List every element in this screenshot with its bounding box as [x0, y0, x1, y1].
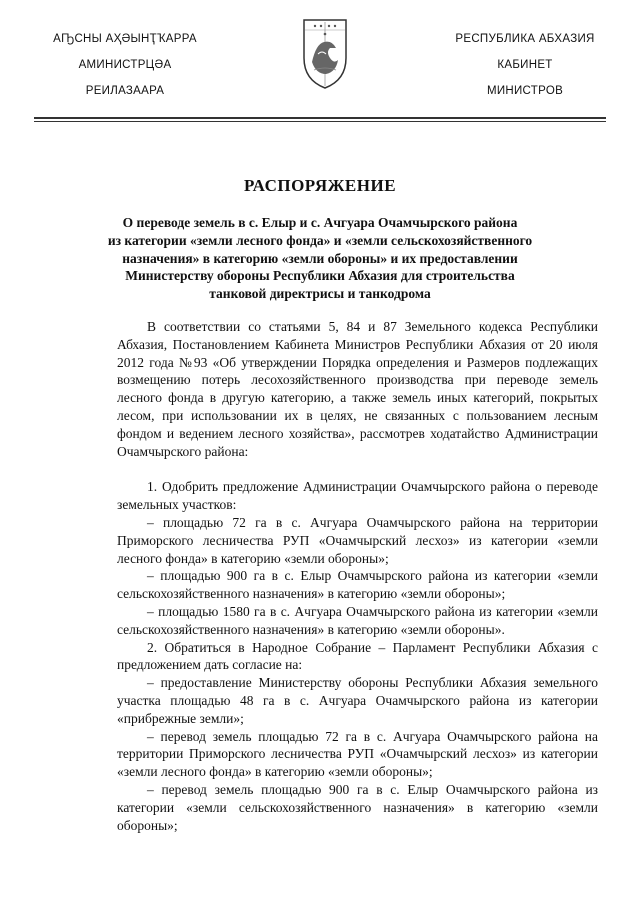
preamble-paragraph: В соответствии со статьями 5, 84 и 87 Земельного кодекса Республики Абхазия, Постановлением Кабинета Министров Республики Абхазия от 20 июля 2012 года №93 «Об утверждении Порядка определения и Размеров подлежащих возмещению потерь лесохозяйственного производства при переводе земель лесного фонда в другую категорию, а также земель иных категорий, покрытых лесом, при использовании их в целях, не связанных с пользованием лесным фондом и ведением лесного хозяйства», рассмотрев ходатайство Администрации Очамчырского района:: [117, 319, 598, 459]
letterhead-right-line-3: МИНИСТРОВ: [486, 85, 564, 97]
item-2-subitem: – предоставление Министерству обороны Республики Абхазия земельного участка площадью 48 га в с. Ачгуара Очамчырского района из категории «прибрежные земли»;: [117, 675, 598, 726]
paragraph-gap: [117, 460, 598, 478]
letterhead-right-line-1: РЕСПУБЛИКА АБХАЗИЯ: [455, 33, 595, 45]
item-2-subitem: – перевод земель площадью 900 га в с. Елыр Очамчырского района из категории «земли сельскохозяйственного назначения» в категорию «земли обороны»;: [117, 781, 598, 833]
item-1: 1. Одобрить предложение Администрации Очамчырского района о переводе земельных участков:: [117, 479, 598, 513]
letterhead: [0, 0, 640, 125]
document-body: [117, 318, 598, 834]
subject-line: назначения» в категорию «земли обороны» и их предоставлении: [122, 250, 518, 266]
coat-of-arms-icon: [300, 18, 350, 90]
subject-line: Министерству обороны Республики Абхазия для строительства: [125, 268, 515, 284]
letterhead-left-line-3: РЕИЛАЗААРА: [85, 85, 165, 97]
letterhead-russian: [440, 32, 610, 110]
document-title: РАСПОРЯЖЕНИЕ: [243, 176, 397, 195]
item-2: 2. Обратиться в Народное Собрание – Парламент Республики Абхазия с предложением дать согласие на:: [117, 639, 598, 673]
subject-line: из категории «земли лесного фонда» и «земли сельскохозяйственного: [107, 232, 533, 248]
item-1-subitem: – площадью 1580 га в с. Ачгуара Очамчырского района из категории «земли сельскохозяйственного назначения» в категорию «земли обороны».: [117, 603, 598, 637]
letterhead-left-line-2: АМИНИСТРЦӘА: [78, 59, 172, 71]
header-divider-thin: [34, 121, 606, 122]
subject-line: танковой директрисы и танкодрома: [209, 286, 431, 302]
item-2-subitem: – перевод земель площадью 72 га в с. Ачгуара Очамчырского района на территории Приморского лесничества РУП «Очамчырский лесхоз» из категории «земли лесного фонда» в категорию «земли обороны»;: [117, 728, 598, 780]
item-1-subitem: – площадью 72 га в с. Ачгуара Очамчырского района на территории Приморского лесничества РУП «Очамчырский лесхоз» из категории «земли лесного фонда» в категорию «земли обороны»;: [117, 514, 598, 566]
letterhead-abkhaz: [40, 32, 210, 110]
subject-line: О переводе земель в с. Елыр и с. Ачгуара Очамчырского района: [122, 215, 518, 230]
letterhead-left-line-1: АҦСНЫ АҲӘЫНҬҠАРРА: [53, 33, 197, 45]
item-1-subitem: – площадью 900 га в с. Елыр Очамчырского района из категории «земли сельскохозяйственного назначения» в категорию «земли обороны»;: [117, 568, 598, 602]
document-subject: [60, 214, 580, 303]
header-divider-thick: [34, 117, 606, 119]
letterhead-right-line-2: КАБИНЕТ: [497, 59, 553, 71]
